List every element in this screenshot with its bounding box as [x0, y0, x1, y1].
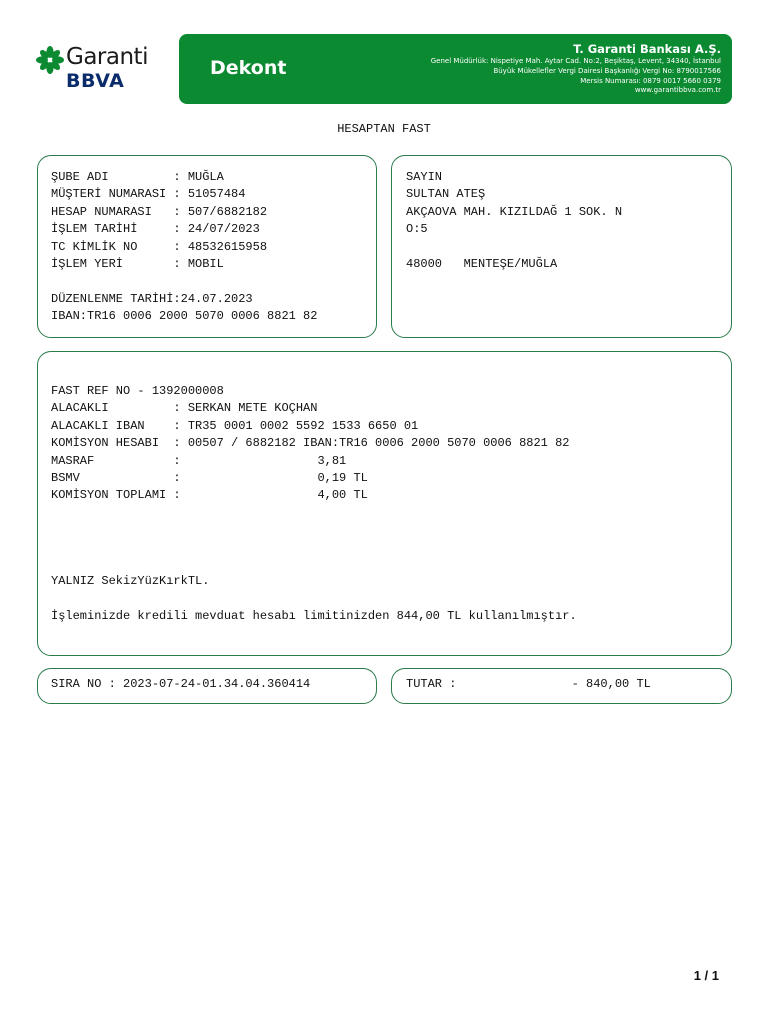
account-line: ŞUBE ADI : MUĞLA — [51, 170, 224, 184]
bank-info-line: Mersis Numarası: 0879 0017 5660 0379 — [580, 76, 721, 85]
account-line: IBAN:TR16 0006 2000 5070 0006 8821 82 — [51, 309, 318, 324]
account-line: İŞLEM TARİHİ : 24/07/2023 — [51, 222, 260, 237]
account-line: DÜZENLENME TARİHİ:24.07.2023 — [51, 291, 253, 306]
logo-wordmark: Garanti — [66, 44, 148, 70]
bank-info-line: Büyük Mükellefler Vergi Dairesi Başkanlığı Vergi No: 8790017566 — [493, 66, 721, 75]
header-banner — [179, 34, 732, 104]
clover-icon — [36, 46, 64, 74]
transaction-line: ALACAKLI : SERKAN METE KOÇHAN — [51, 401, 318, 416]
account-line: İŞLEM YERİ : MOBIL — [51, 257, 224, 271]
logo-subwordmark: BBVA — [66, 70, 125, 92]
credit-note: İşleminizde kredili mevduat hesabı limitinizden 844,00 TL kullanılmıştır. — [51, 608, 577, 623]
address-line: 48000 MENTEŞE/MUĞLA — [406, 257, 558, 271]
account-line: HESAP NUMARASI : 507/6882182 — [51, 204, 268, 219]
bank-website: www.garantibbva.com.tr — [634, 86, 721, 95]
account-line: MÜŞTERİ NUMARASI : 51057484 — [51, 187, 246, 202]
transaction-line: BSMV : 0,19 TL — [51, 471, 368, 485]
sequence-number-box — [37, 668, 377, 704]
address-line: SAYIN — [406, 170, 443, 184]
address-line: AKÇAOVA MAH. KIZILDAĞ 1 SOK. N — [406, 204, 623, 219]
transaction-details-box — [37, 351, 732, 656]
amount-box — [391, 668, 732, 704]
bank-info-line: Genel Müdürlük: Nispetiye Mah. Aytar Cad. No:2, Beşiktaş, Levent, 34340, İstanbul — [430, 57, 721, 65]
bank-info — [431, 57, 721, 96]
recipient-address-box — [391, 155, 732, 338]
transaction-line: MASRAF : 3,81 — [51, 453, 347, 468]
document-title: HESAPTAN FAST — [337, 122, 431, 136]
transaction-line: KOMİSYON TOPLAMI : 4,00 TL — [51, 488, 368, 503]
total-amount: TUTAR : - 840,00 TL — [406, 677, 651, 691]
address-line: O:5 — [406, 222, 428, 237]
page-number: 1 / 1 — [693, 968, 719, 983]
account-line: TC KİMLİK NO : 48532615958 — [51, 239, 268, 254]
bank-name: T. Garanti Bankası A.Ş. — [573, 42, 721, 56]
account-info-box — [37, 155, 377, 338]
banner-title: Dekont — [210, 57, 287, 79]
sequence-number: SIRA NO : 2023-07-24-01.34.04.360414 — [51, 677, 311, 691]
garanti-bbva-logo — [36, 44, 156, 96]
transaction-line: KOMİSYON HESABI : 00507 / 6882182 IBAN:TR16 0006 2000 5070 0006 8821 82 — [51, 436, 570, 451]
amount-in-words: YALNIZ SekizYüzKırkTL. — [51, 574, 210, 588]
transaction-line: FAST REF NO - 1392000008 — [51, 384, 224, 398]
transaction-line: ALACAKLI IBAN : TR35 0001 0002 5592 1533 6650 01 — [51, 418, 419, 433]
address-line: SULTAN ATEŞ — [406, 187, 486, 202]
